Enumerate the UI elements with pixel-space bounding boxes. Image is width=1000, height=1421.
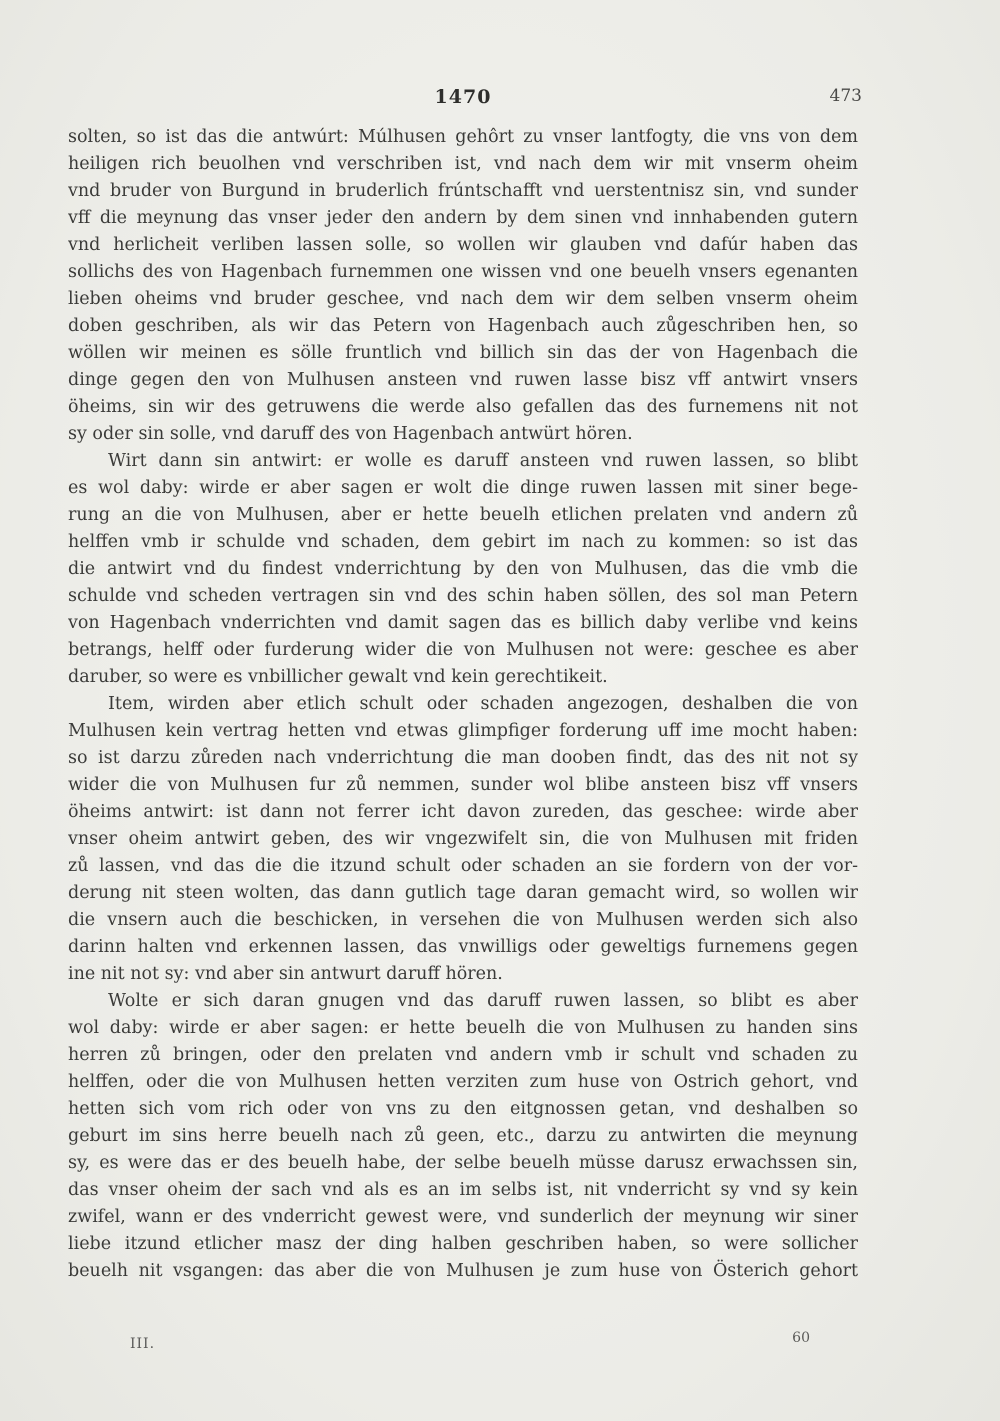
text-line: vnser oheim antwirt geben, des wir vngezwifelt sin, die von Mulhusen mit friden [68,829,858,849]
text-line: von Hagenbach vnderrichten vnd damit sagen das es billich daby verlibe vnd keins [68,613,858,633]
text-line: das vnser oheim der sach vnd als es an im selbs ist, nit vnderricht sy vnd sy kein [68,1180,858,1200]
page-header [68,86,862,116]
paragraph-start-line: Wolte er sich daran gnugen vnd das daruff ruwen lassen, so blibt es aber [108,991,858,1011]
text-line: sy, es were das er des beuelh habe, der selbe beuelh müsse darusz erwachssen sin, [68,1153,858,1173]
text-line: zwifel, wann er des vnderricht gewest were, vnd sunderlich der meynung wir siner [68,1207,858,1227]
page-footer [130,1330,830,1352]
paragraph-start-line: Wirt dann sin antwirt: er wolle es daruff ansteen vnd ruwen lassen, so blibt [108,451,858,471]
text-line: dinge gegen den von Mulhusen ansteen vnd ruwen lasse bisz vff antwirt vnsers [68,370,858,390]
text-line: schulde vnd scheden vertragen sin vnd des schin haben söllen, des sol man Petern [68,586,858,606]
text-line: vnd bruder von Burgund in bruderlich frúntschafft vnd uerstentnisz sin, vnd sunder [68,181,858,201]
text-line: daruber, so were es vnbillicher gewalt vnd kein gerechtikeit. [68,667,608,687]
text-line: beuelh nit vsgangen: das aber die von Mulhusen je zum huse von Österich gehort [68,1261,858,1281]
text-line: betrangs, helff oder furderung wider die von Mulhusen not were: geschee es aber [68,640,858,660]
text-line: solten, so ist das die antwúrt: Múlhusen gehôrt zu vnser lantfogty, die vns von dem [68,127,858,147]
text-line: wöllen wir meinen es sölle fruntlich vnd billich sin das der von Hagenbach die [68,343,858,363]
text-line: Mulhusen kein vertrag hetten vnd etwas glimpfiger forderung uff ime mocht haben: [68,721,858,741]
text-line: darinn halten vnd erkennen lassen, das vnwilligs oder geweltigs furnemens gegen [68,937,858,957]
text-line: vff die meynung das vnser jeder den andern by dem sinen vnd innhabenden gutern [68,208,858,228]
text-line: öheims antwirt: ist dann not ferrer icht davon zureden, das geschee: wirde aber [68,802,858,822]
page-number: 473 [829,86,862,106]
text-line: helffen vmb ir schulde vnd schaden, dem gebirt im nach zu kommen: so ist das [68,532,858,552]
text-line: geburt im sins herre beuelh nach zů geen, etc., darzu zu antwirten die meynung [68,1126,858,1146]
text-line: öheims, sin wir des getruwens die werde also gefallen das des furnemens nit not [68,397,858,417]
sheet-number: 60 [792,1330,810,1346]
body-text [68,124,858,1285]
paragraph-start-line: Item, wirden aber etlich schult oder schaden angezogen, deshalben die von [108,694,858,714]
text-line: die vnsern auch die beschicken, in versehen die von Mulhusen werden sich also [68,910,858,930]
text-line: vnd herlicheit verliben lassen solle, so wollen wir glauben vnd dafúr haben das [68,235,858,255]
text-line: derung nit steen wolten, das dann gutlich tage daran gemacht wird, so wollen wir [68,883,858,903]
text-line: zů lassen, vnd das die die itzund schult oder schaden an sie fordern von der vor- [68,856,858,876]
text-line: rung an die von Mulhusen, aber er hette beuelh etlichen prelaten vnd andern zů [68,505,858,525]
text-line: so ist darzu zůreden nach vnderrichtung die man dooben findt, das des nit not sy [68,748,858,768]
text-line: die antwirt vnd du findest vnderrichtung by den von Mulhusen, das die vmb die [68,559,858,579]
text-line: herren zů bringen, oder den prelaten vnd andern vmb ir schult vnd schaden zu [68,1045,858,1065]
text-line: wol daby: wirde er aber sagen: er hette beuelh die von Mulhusen zu handen sins [68,1018,858,1038]
text-line: hetten sich vom rich oder von vns zu den eitgnossen getan, vnd deshalben so [68,1099,858,1119]
text-line: liebe itzund etlicher masz der ding halben geschriben haben, so were sollicher [68,1234,858,1254]
text-line: lieben oheims vnd bruder geschee, vnd nach dem wir dem selben vnserm oheim [68,289,858,309]
text-line: ine nit not sy: vnd aber sin antwurt daruff hören. [68,964,503,984]
signature-mark: III. [130,1336,156,1352]
text-line: es wol daby: wirde er aber sagen er wolt die dinge ruwen lassen mit siner bege- [68,478,858,498]
text-line: wider die von Mulhusen fur zů nemmen, sunder wol blibe ansteen bisz vff vnsers [68,775,858,795]
text-line: heiligen rich beuolhen vnd verschriben ist, vnd nach dem wir mit vnserm oheim [68,154,858,174]
page-year-heading: 1470 [434,86,492,108]
text-line: sollichs des von Hagenbach furnemmen one wissen vnd one beuelh vnsers egenanten [68,262,858,282]
text-line: helffen, oder die von Mulhusen hetten verziten zum huse von Ostrich gehort, vnd [68,1072,858,1092]
text-line: doben geschriben, als wir das Petern von Hagenbach auch zůgeschriben hen, so [68,316,858,336]
text-line: sy oder sin solle, vnd daruff des von Hagenbach antwürt hören. [68,424,633,444]
